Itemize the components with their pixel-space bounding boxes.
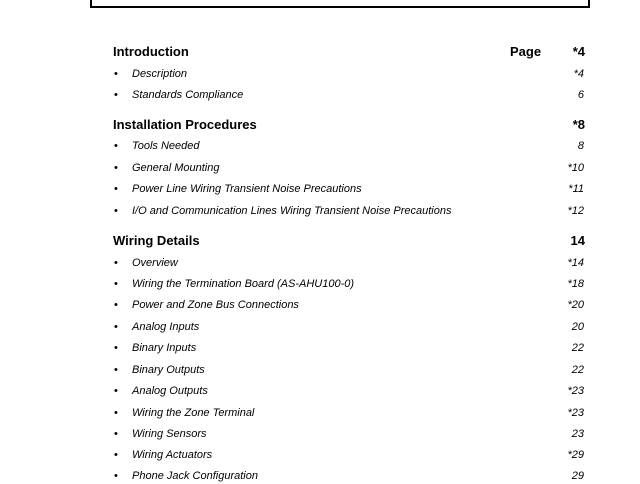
bullet-icon: • — [114, 428, 118, 440]
toc-entry-label: I/O and Communication Lines Wiring Transient Noise Precautions — [132, 205, 452, 217]
toc-entry-label: General Mounting — [132, 162, 220, 174]
toc-entry-description[interactable] — [113, 66, 585, 82]
toc-entry-wiring-actuators[interactable] — [113, 447, 585, 463]
toc-entry-page: *14 — [567, 257, 584, 269]
toc-entry-page: *20 — [567, 299, 584, 311]
bullet-icon: • — [114, 364, 118, 376]
toc-entry-label: Wiring the Zone Terminal — [132, 407, 255, 419]
toc-entry-wiring-sensors[interactable] — [113, 426, 585, 442]
bullet-icon: • — [114, 205, 118, 217]
toc-entry-analog-outputs[interactable] — [113, 383, 585, 399]
toc-entry-power-line-wiring[interactable] — [113, 181, 585, 197]
section-heading-introduction[interactable] — [113, 43, 585, 61]
toc-entry-page: 22 — [571, 364, 584, 376]
toc-entry-label: Analog Outputs — [132, 385, 208, 397]
toc-entry-binary-outputs[interactable] — [113, 362, 585, 378]
bullet-icon: • — [114, 278, 118, 290]
section-page-number: 14 — [570, 233, 585, 248]
toc-entry-page: 6 — [577, 89, 584, 101]
toc-entry-standards-compliance[interactable] — [113, 87, 585, 103]
toc-entry-tools-needed[interactable] — [113, 138, 585, 154]
section-heading-installation-procedures[interactable] — [113, 116, 585, 134]
toc-entry-page: 29 — [571, 470, 584, 482]
bullet-icon: • — [114, 89, 118, 101]
toc-entry-page: *12 — [567, 205, 584, 217]
bullet-icon: • — [114, 342, 118, 354]
bullet-icon: • — [114, 449, 118, 461]
toc-entry-page: 23 — [571, 428, 584, 440]
toc-entry-label: Power and Zone Bus Connections — [132, 299, 299, 311]
section-title: Wiring Details — [113, 233, 200, 248]
toc-entry-power-zone-bus[interactable] — [113, 297, 585, 313]
toc-entry-label: Tools Needed — [132, 140, 200, 152]
bullet-icon: • — [114, 140, 118, 152]
toc-entry-page: *23 — [567, 407, 584, 419]
toc-entry-label: Overview — [132, 257, 178, 269]
toc-entry-page: *23 — [567, 385, 584, 397]
bullet-icon: • — [114, 183, 118, 195]
section-page-number: *4 — [572, 44, 585, 59]
toc-entry-binary-inputs[interactable] — [113, 340, 585, 356]
bullet-icon: • — [114, 407, 118, 419]
toc-entry-phone-jack[interactable] — [113, 468, 585, 484]
toc-entry-page: *29 — [567, 449, 584, 461]
toc-entry-analog-inputs[interactable] — [113, 319, 585, 335]
toc-entry-label: Binary Inputs — [132, 342, 197, 354]
toc-entry-page: 22 — [571, 342, 584, 354]
toc-entry-label: Standards Compliance — [132, 89, 244, 101]
section-title: Installation Procedures — [113, 117, 257, 132]
toc-entry-label: Analog Inputs — [132, 321, 200, 333]
toc-entry-label: Binary Outputs — [132, 364, 205, 376]
section-page-number: *8 — [572, 117, 585, 132]
toc-entry-page: *10 — [567, 162, 584, 174]
toc-entry-label: Wiring Sensors — [132, 428, 207, 440]
bullet-icon: • — [114, 162, 118, 174]
toc-entry-label: Phone Jack Configuration — [132, 470, 258, 482]
toc-entry-page: *4 — [573, 68, 584, 80]
toc-entry-label: Power Line Wiring Transient Noise Precautions — [132, 183, 362, 195]
bullet-icon: • — [114, 257, 118, 269]
toc-entry-overview[interactable] — [113, 255, 585, 271]
toc-entry-io-communication-wiring[interactable] — [113, 203, 585, 219]
toc-entry-page: *11 — [568, 183, 584, 195]
bullet-icon: • — [114, 385, 118, 397]
toc-entry-label: Description — [132, 68, 188, 80]
bullet-icon: • — [114, 299, 118, 311]
toc-entry-label: Wiring Actuators — [132, 449, 213, 461]
toc-entry-general-mounting[interactable] — [113, 160, 585, 176]
bullet-icon: • — [114, 321, 118, 333]
toc-entry-page: 8 — [577, 140, 584, 152]
toc-entry-page: *18 — [567, 278, 584, 290]
toc-entry-termination-board[interactable] — [113, 276, 585, 292]
bullet-icon: • — [114, 470, 118, 482]
toc-entry-page: 20 — [571, 321, 584, 333]
page-column-label: Page — [510, 44, 542, 59]
toc-entry-label: Wiring the Termination Board (AS-AHU100-0) — [132, 278, 355, 290]
section-title: Introduction — [113, 44, 189, 59]
bullet-icon: • — [114, 68, 118, 80]
header-box — [90, 0, 590, 8]
toc-entry-zone-terminal[interactable] — [113, 405, 585, 421]
section-heading-wiring-details[interactable] — [113, 232, 585, 250]
